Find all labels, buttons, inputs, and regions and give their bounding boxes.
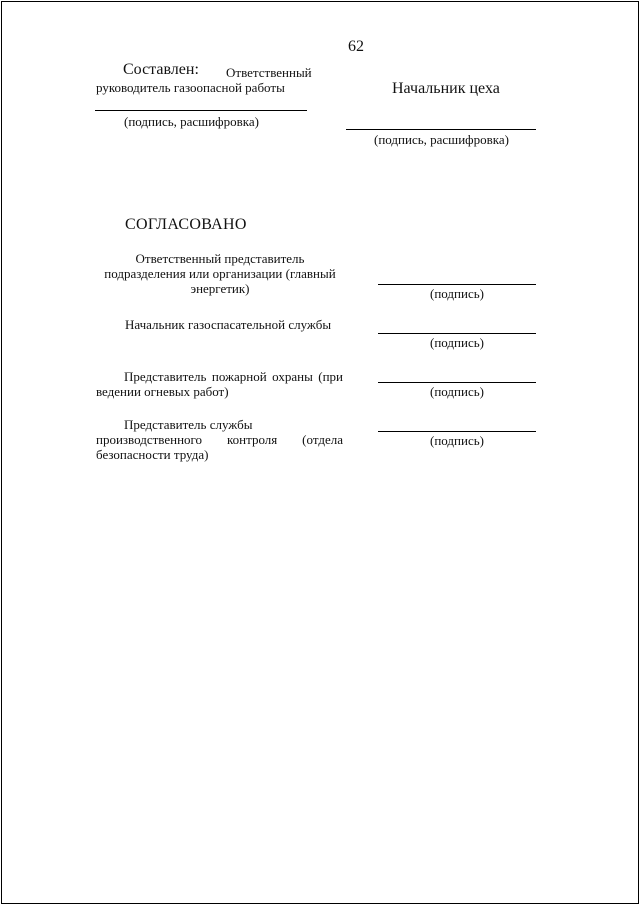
signatory-1-line-3: энергетик) — [190, 281, 250, 296]
composed-label: Составлен: — [123, 61, 199, 78]
composed-role-line-2: руководитель газоопасной работы — [96, 80, 285, 95]
signatory-2-signature-caption: (подпись) — [430, 335, 484, 350]
signatory-1-line-2: подразделения или организации (главный — [104, 266, 336, 281]
signatory-4-signature-line — [378, 431, 536, 432]
shop-head-signature-caption: (подпись, расшифровка) — [374, 132, 509, 147]
signatory-1-title — [100, 251, 340, 296]
signatory-4-title — [96, 417, 343, 462]
signatory-2-signature-line — [378, 333, 536, 334]
signatory-4-signature-caption: (подпись) — [430, 433, 484, 448]
shop-head-label: Начальник цеха — [392, 80, 500, 97]
signatory-1-signature-line — [378, 284, 536, 285]
signatory-3-line-2: ведении огневых работ) — [96, 384, 229, 399]
signatory-4-line-2: производственного контроля (отдела — [96, 432, 343, 447]
signatory-2-line-1: Начальник газоспасательной службы — [125, 317, 332, 332]
composed-signature-line — [95, 110, 307, 111]
signatory-3-title — [96, 369, 343, 399]
signatory-3-line-1: Представитель пожарной охраны (при — [124, 369, 343, 384]
page-number: 62 — [348, 38, 364, 55]
signatory-3-signature-line — [378, 382, 536, 383]
shop-head-signature-line — [346, 129, 536, 130]
signatory-2-title — [125, 317, 331, 332]
composed-signature-caption: (подпись, расшифровка) — [124, 114, 259, 129]
signatory-4-line-1: Представитель службы — [124, 417, 253, 432]
signatory-3-signature-caption: (подпись) — [430, 384, 484, 399]
signatory-1-signature-caption: (подпись) — [430, 286, 484, 301]
agreed-heading: СОГЛАСОВАНО — [125, 216, 247, 233]
signatory-4-line-3: безопасности труда) — [96, 447, 209, 462]
signatory-1-line-1: Ответственный представитель — [135, 251, 305, 266]
composed-role-line-1: Ответственный — [226, 65, 312, 80]
